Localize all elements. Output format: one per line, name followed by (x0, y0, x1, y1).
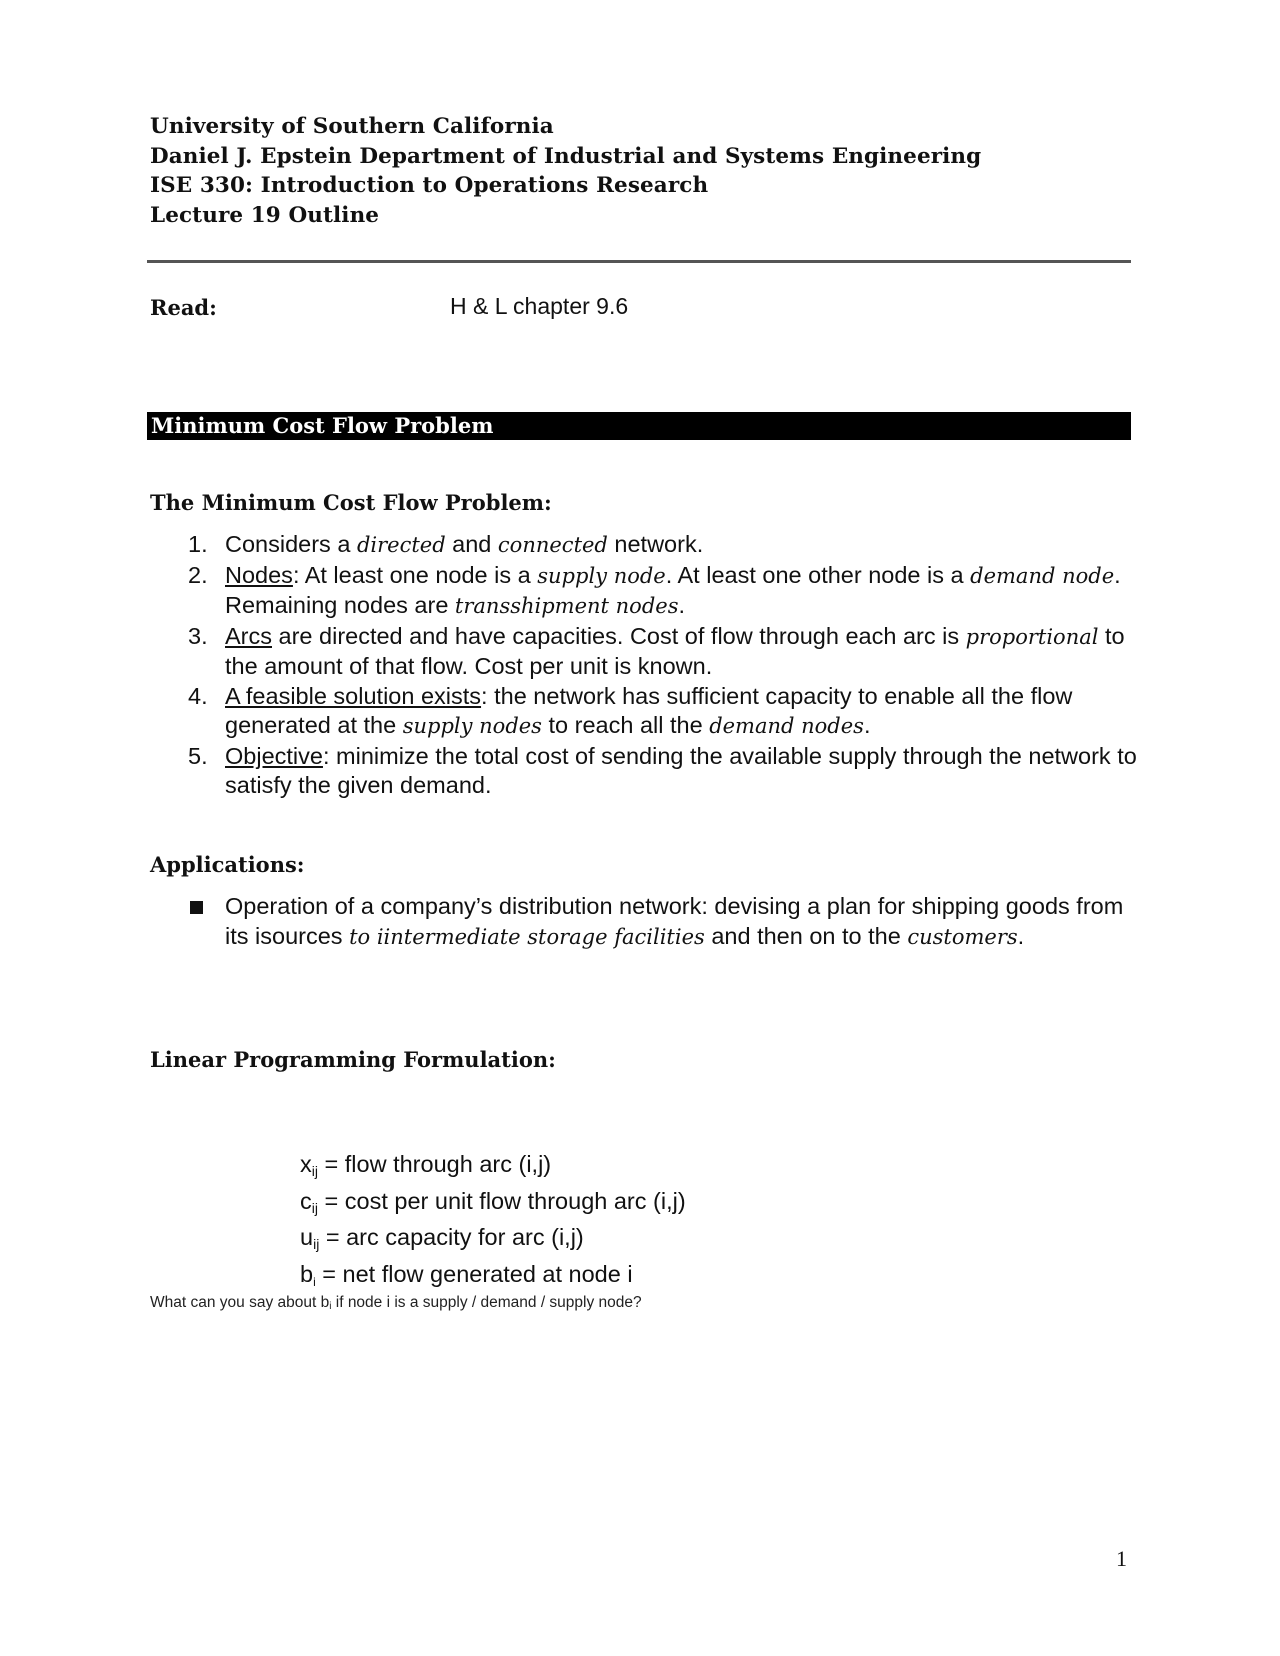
item-text: Operation of a company’s distribution network: devising a plan for shipping goods from its isources (225, 893, 1124, 949)
list-item (148, 561, 1138, 622)
applications-heading: Applications: (150, 852, 305, 877)
item-number: 5. (188, 742, 208, 769)
item-text: : the network has sufficient capacity to enable all the flow generated at the (225, 682, 1073, 738)
item-text: . Remaining nodes are (225, 561, 1121, 618)
list-item (148, 622, 1138, 682)
item-text: and (445, 531, 498, 557)
discussion-question (150, 1294, 642, 1312)
document-page (148, 0, 1137, 1656)
item-emphasis: proportional (965, 624, 1099, 649)
variable-definitions (300, 1150, 686, 1297)
var-subscript: ij (311, 1163, 318, 1179)
definition-row (300, 1187, 686, 1224)
item-text: to reach all the (541, 712, 710, 738)
definition-row (300, 1150, 686, 1187)
item-number: 4. (188, 682, 208, 709)
item-number: 1. (188, 531, 208, 557)
item-emphasis: directed (356, 533, 446, 557)
lp-heading: Linear Programming Formulation: (150, 1047, 556, 1072)
section-title: Minimum Cost Flow Problem (151, 413, 494, 438)
var-subscript: i (313, 1274, 316, 1289)
item-underline: Objective (225, 742, 323, 769)
item-text: Considers a (225, 531, 357, 557)
list-item (148, 742, 1138, 801)
var-description: = cost per unit flow through arc (i,j) (317, 1187, 686, 1214)
university-name: University of Southern California (150, 114, 554, 139)
item-emphasis: supply nodes (402, 714, 542, 738)
section-title-bar (147, 412, 1131, 440)
read-value: H & L chapter 9.6 (450, 293, 629, 319)
question-subscript: i (329, 1301, 332, 1312)
lecture-title: Lecture 19 Outline (150, 202, 380, 228)
var-symbol: u (300, 1224, 314, 1250)
read-label: Read: (150, 295, 217, 320)
problem-heading: The Minimum Cost Flow Problem: (150, 490, 552, 515)
page-number: 1 (1116, 1546, 1127, 1571)
var-symbol: c (300, 1187, 312, 1214)
course-title: ISE 330: Introduction to Operations Research (150, 173, 709, 198)
item-emphasis: transshipment nodes (454, 594, 679, 618)
question-text: What can you say about b (150, 1294, 330, 1311)
question-text: if node i is a supply / demand / supply node? (331, 1294, 642, 1311)
item-text: . (863, 712, 871, 738)
document-header (150, 112, 981, 230)
item-text: . (1017, 922, 1025, 949)
var-description: = net flow generated at node i (315, 1260, 633, 1287)
item-emphasis: to iintermediate storage facilities (349, 924, 705, 949)
item-text: to the amount of that flow. Cost per unit is known. (225, 622, 1125, 679)
square-bullet-icon (190, 901, 203, 914)
item-number: 2. (188, 561, 208, 588)
item-underline: Arcs (225, 622, 272, 649)
item-emphasis: demand nodes (709, 714, 864, 738)
var-description: = arc capacity for arc (i,j) (319, 1224, 584, 1250)
item-emphasis: connected (497, 533, 608, 557)
var-symbol: x (300, 1151, 312, 1177)
list-item (148, 682, 1138, 742)
var-subscript: ij (313, 1236, 320, 1252)
applications-list (148, 892, 1138, 952)
item-text: . At least one other node is a (665, 561, 971, 588)
item-emphasis: demand node (970, 563, 1115, 588)
item-text: and then on to the (704, 922, 908, 949)
header-divider (147, 260, 1131, 263)
item-text: are directed and have capacities. Cost of flow through each arc is (272, 622, 966, 649)
department-name: Daniel J. Epstein Department of Industrial and Systems Engineering (150, 143, 982, 169)
item-text: : minimize the total cost of sending the available supply through the network to satisfy the given demand. (225, 742, 1137, 798)
item-underline: Nodes (225, 561, 293, 588)
item-text: : At least one node is a (292, 561, 538, 588)
var-description: = flow through arc (i,j) (317, 1151, 552, 1177)
item-underline: A feasible solution exists (225, 682, 482, 709)
list-item (148, 530, 1138, 561)
item-emphasis: supply node (537, 563, 666, 588)
list-item (148, 892, 1138, 952)
definition-row (300, 1223, 686, 1260)
var-subscript: ij (311, 1199, 318, 1216)
item-text: . (678, 592, 686, 618)
problem-list (148, 530, 1138, 801)
reading-assignment (150, 293, 1050, 323)
definition-row (300, 1260, 686, 1298)
item-text: network. (607, 531, 704, 557)
item-emphasis: customers (907, 924, 1018, 949)
var-symbol: b (300, 1260, 314, 1287)
item-number: 3. (188, 622, 208, 649)
